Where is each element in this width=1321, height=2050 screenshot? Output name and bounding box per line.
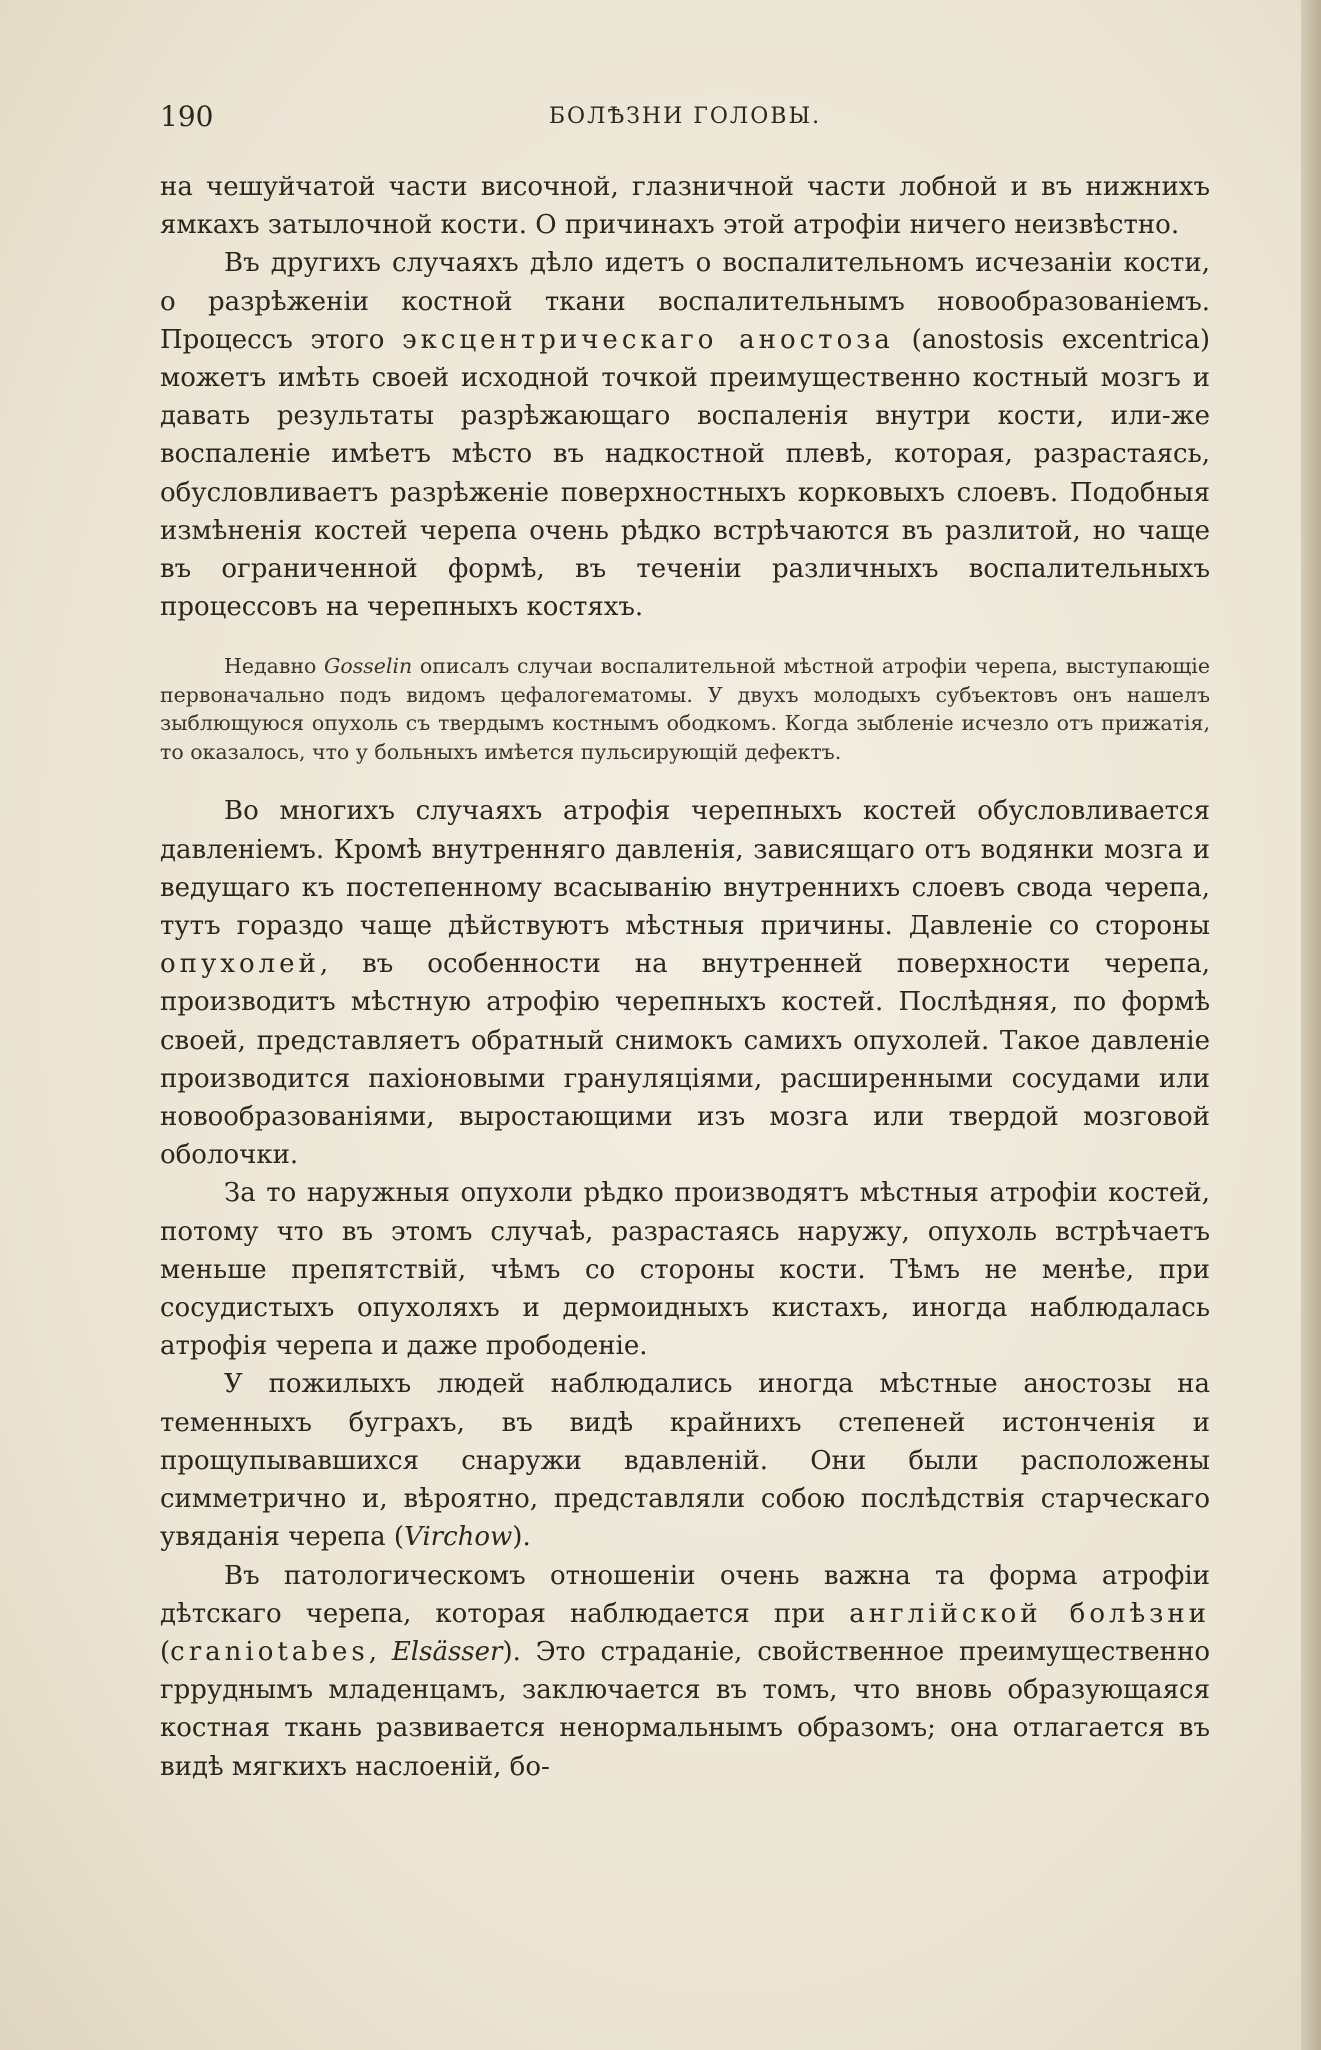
paragraph-2 bbox=[160, 244, 1210, 626]
paragraph-6-text-c: , bbox=[368, 1636, 392, 1667]
spaced-term: craniotabes bbox=[170, 1636, 369, 1667]
paragraph-5 bbox=[160, 1365, 1210, 1556]
paragraph-5-text-b: ). bbox=[512, 1522, 531, 1553]
paragraph-6-text-b: ( bbox=[160, 1636, 171, 1667]
author-name: Virchow bbox=[404, 1522, 513, 1553]
spaced-term: англійской болѣзни bbox=[849, 1598, 1211, 1629]
paragraph-3-text-b: , въ особенности на внутренней поверхности черепа, производитъ мѣстную атрофію черепныхъ костей. Послѣдняя, по формѣ своей, представляетъ обратный снимокъ самихъ опухолей. Такое давленіе производится пахіоновыми грануляціями, расширенными сосудами или новообразованіями, выростающими изъ мозга или твердой мозговой оболочки. bbox=[160, 949, 1210, 1171]
paragraph-3-text-a: Во многихъ случаяхъ атрофія черепныхъ костей обусловливается давленіемъ. Кромѣ внутренняго давленія, зависящаго отъ водянки мозга и ведущаго къ постепенному всасыванію внутреннихъ слоевъ свода черепа, тутъ гораздо чаще дѣйствуютъ мѣстныя причины. Давленіе со стороны bbox=[160, 796, 1210, 942]
paragraph-5-text-a: У пожилыхъ людей наблюдались иногда мѣстные аностозы на теменныхъ буграхъ, въ видѣ крайнихъ степеней истонченія и прощупывавшихся снаружи вдавленій. Они были расположены симметрично и, вѣроятно, представляли собою послѣдствія старческаго увяданія черепа ( bbox=[160, 1369, 1210, 1553]
note-text-b: описалъ случаи воспалительной мѣстной атрофіи черепа, выступающіе первоначально подъ видомъ цефалогематомы. У двухъ молодыхъ субъектовъ онъ нашелъ зыблющуюся опухоль съ твердымъ костнымъ ободкомъ. Когда зыбленіе исчезло отъ прижатія, то оказалось, что у больныхъ имѣется пульсирующій дефектъ. bbox=[160, 654, 1210, 764]
paragraph-3 bbox=[160, 792, 1210, 1174]
note-text-a: Недавно bbox=[224, 654, 325, 679]
paragraph-4: За то наружныя опухоли рѣдко производятъ мѣстныя атрофіи костей, потому что въ этомъ случаѣ, разрастаясь наружу, опухоль встрѣчаетъ меньше препятствій, чѣмъ со стороны кости. Тѣмъ не менѣе, при сосудистыхъ опухоляхъ и дермоидныхъ кистахъ, иногда наблюдалась атрофія черепа и даже прободеніе. bbox=[160, 1178, 1210, 1362]
page-header bbox=[160, 100, 1210, 140]
paragraph-2-text-a: Въ другихъ случаяхъ дѣло идетъ о воспалительномъ исчезаніи кости, о разрѣженіи костной ткани воспалительнымъ новообразованіемъ. Процессъ этого bbox=[160, 248, 1210, 355]
spaced-term: эксцентрическаго аностоза bbox=[402, 324, 894, 355]
paragraph-6 bbox=[160, 1557, 1210, 1786]
page-number: 190 bbox=[160, 100, 214, 133]
footnote-block bbox=[160, 652, 1210, 766]
paragraph-6-text-a: Въ патологическомъ отношеніи очень важна та форма атрофіи дѣтскаго черепа, которая наблюдается при bbox=[160, 1560, 1210, 1629]
page-edge-shadow bbox=[1301, 0, 1321, 2050]
running-title: БОЛѢЗНИ ГОЛОВЫ. bbox=[548, 104, 822, 129]
note-paragraph bbox=[160, 652, 1210, 766]
paragraph-1: на чешуйчатой части височной, глазничной части лобной и въ нижнихъ ямкахъ затылочной кости. О причинахъ этой атрофіи ничего неизвѣстно. bbox=[160, 172, 1210, 241]
main-text bbox=[160, 168, 1210, 1786]
author-name: Gosselin bbox=[324, 654, 413, 679]
paragraph-6-text-d: ). Это страданіе, свойственное преимущественно грруднымъ младенцамъ, заключается въ томъ, что вновь образующаяся костная ткань развивается ненормальнымъ образомъ; она отлагается въ видѣ мягкихъ наслоеній, бо- bbox=[160, 1636, 1210, 1782]
paragraph-2-text-b: (anostosis excentrica) можетъ имѣть своей исходной точкой преимущественно костный мозгъ и давать результаты разрѣжающаго воспаленія внутри кости, или-же воспаленіе имѣетъ мѣсто въ надкостной плевѣ, которая, разрастаясь, обусловливаетъ разрѣженіе поверхностныхъ корковыхъ слоевъ. Подобныя измѣненія костей черепа очень рѣдко встрѣчаются въ разлитой, но чаще въ ограниченной формѣ, въ теченіи различныхъ воспалительныхъ процессовъ на черепныхъ костяхъ. bbox=[160, 324, 1210, 623]
author-name: Elsässer bbox=[391, 1636, 503, 1667]
spaced-term: опухолей bbox=[160, 949, 320, 980]
